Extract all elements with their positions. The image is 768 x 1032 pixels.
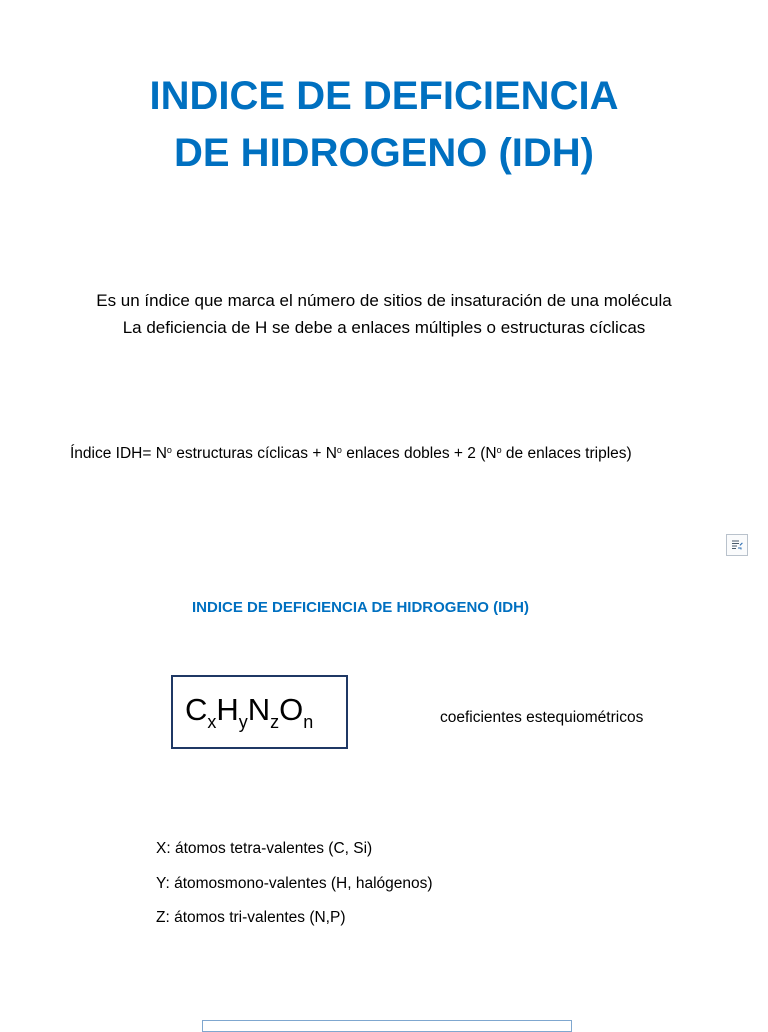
subscript-n: n [303,712,314,732]
formula-sup-3: o [496,445,502,455]
title-line-2: DE HIDROGENO (IDH) [174,131,594,175]
title-line-1: INDICE DE DEFICIENCIA [149,74,619,118]
bottom-box [202,1020,572,1032]
coefficients-label: coeficientes estequiométricos [440,709,644,726]
element-h: H [216,692,239,727]
subscript-x: x [207,712,217,732]
element-o: O [279,692,304,727]
element-n: N [247,692,271,727]
definitions-list [156,832,433,936]
intro-text [0,287,768,341]
subscript-y: y [238,712,248,732]
formula-part-1: Índice IDH= N [70,445,167,462]
formula-part-4: de enlaces triples) [501,445,632,462]
intro-line-1: Es un índice que marca el número de sitios de insaturación de una molécula [96,291,672,310]
subscript-z: z [270,712,280,732]
formula-sup-2: o [336,445,342,455]
section-subtitle: INDICE DE DEFICIENCIA DE HIDROGENO (IDH) [192,599,529,616]
formula-part-3: enlaces dobles + 2 (N [341,445,497,462]
idh-formula [70,439,632,465]
element-c: C [185,692,208,727]
formula-sup-1: o [166,445,172,455]
intro-line-2: La deficiencia de H se debe a enlaces múltiples o estructuras cíclicas [122,318,646,337]
definition-x: X: átomos tetra-valentes (C, Si) [156,840,373,857]
definition-z: Z: átomos tri-valentes (N,P) [156,909,346,926]
note-comment-icon[interactable] [726,534,748,556]
definition-y: Y: átomosmono-valentes (H, halógenos) [156,874,433,892]
molecular-formula [185,690,313,742]
page-title [0,68,768,182]
formula-part-2: estructuras cíclicas + N [171,445,337,462]
